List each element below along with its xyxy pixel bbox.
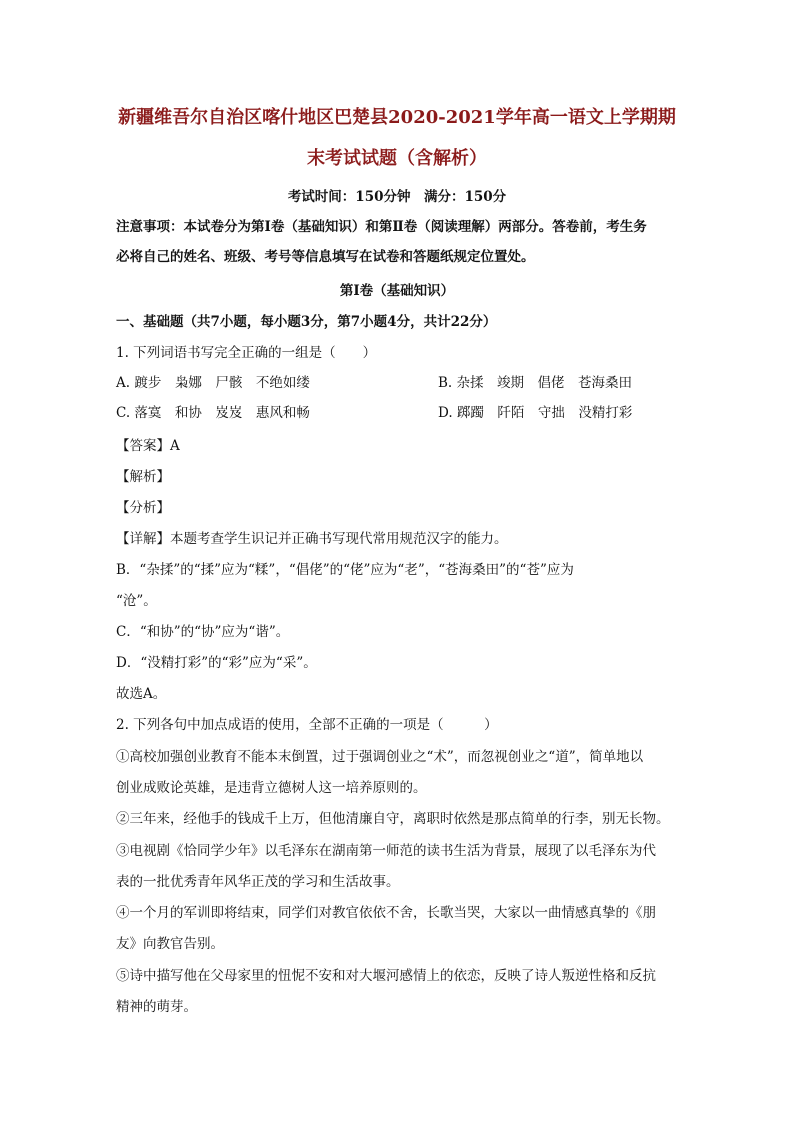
q2-sentence2-line1: ②三年来，经他手的钱成千上万，但他清廉自守，离职时依然是那点简单的行李，别无长物。: [116, 811, 670, 827]
q2-sentence1-line2: 创业成败论英雄，是违背立德树人这一培养原则的。: [116, 780, 427, 796]
q1-conclusion: 故选A。: [116, 686, 167, 702]
q1-analysis-label: 【解析】: [116, 469, 170, 485]
q1-option-b: B. 杂揉 竣期 倡佬 苍海桑田: [438, 375, 633, 391]
notice-line1: 注意事项：本试卷分为第Ⅰ卷（基础知识）和第Ⅱ卷（阅读理解）两部分。答卷前，考生务: [116, 219, 647, 235]
exam-info: 考试时间：150分钟 满分：150分: [287, 189, 507, 205]
q1-fenxi-label: 【分析】: [116, 500, 170, 516]
q1-stem: 1. 下列词语书写完全正确的一组是（ ）: [116, 345, 377, 361]
part-title: 一、基础题（共7小题，每小题3分，第7小题4分，共计22分）: [116, 314, 497, 330]
q2-sentence5-line1: ⑤诗中描写他在父母家里的忸怩不安和对大堰河感情上的依恋，反映了诗人叛逆性格和反抗: [116, 968, 656, 984]
q2-sentence4-line2: 友》向教官告别。: [116, 936, 224, 952]
q1-detail: 【详解】本题考查学生识记并正确书写现代常用规范汉字的能力。: [116, 531, 508, 547]
q2-sentence1-line1: ①高校加强创业教育不能本末倒置，过于强调创业之“术”，而忽视创业之“道”，简单地以: [116, 749, 644, 765]
q2-sentence3-line2: 表的一批优秀青年风华正茂的学习和生活故事。: [116, 874, 400, 890]
q1-explain-b-line2: “沧”。: [116, 593, 157, 609]
notice-line2: 必将自己的姓名、班级、考号等信息填写在试卷和答题纸规定位置处。: [116, 249, 535, 265]
section-title: 第Ⅰ卷（基础知识）: [339, 283, 455, 299]
q2-stem: 2. 下列各句中加点成语的使用，全部不正确的一项是（ ）: [116, 717, 498, 733]
q2-sentence3-line1: ③电视剧《恰同学少年》以毛泽东在湖南第一师范的读书生活为背景，展现了以毛泽东为代: [116, 843, 656, 859]
q1-explain-d: D．“没精打彩”的“彩”应为“采”。: [116, 655, 317, 671]
q1-option-a: A. 踱步 枭娜 尸骸 不绝如缕: [116, 375, 310, 391]
doc-title-line2: 末考试试题（含解析）: [307, 148, 487, 169]
q1-option-d: D. 踯躅 阡陌 守拙 没精打彩: [438, 405, 633, 421]
q1-answer: 【答案】A: [116, 438, 180, 454]
q1-explain-c: C．“和协”的“协”应为“谐”。: [116, 624, 290, 640]
doc-title-line1: 新疆维吾尔自治区喀什地区巴楚县2020-2021学年高一语文上学期期: [118, 107, 676, 128]
q2-sentence5-line2: 精神的萌芽。: [116, 999, 197, 1015]
q1-option-c: C. 落寞 和协 岌岌 惠风和畅: [116, 405, 310, 421]
q1-explain-b-line1: B．“杂揉”的“揉”应为“糅”，“倡佬”的“佬”应为“老”，“苍海桑田”的“苍”应为: [116, 562, 574, 578]
q2-sentence4-line1: ④一个月的军训即将结束，同学们对教官依依不舍，长歌当哭，大家以一曲情感真挚的《朋: [116, 905, 656, 921]
